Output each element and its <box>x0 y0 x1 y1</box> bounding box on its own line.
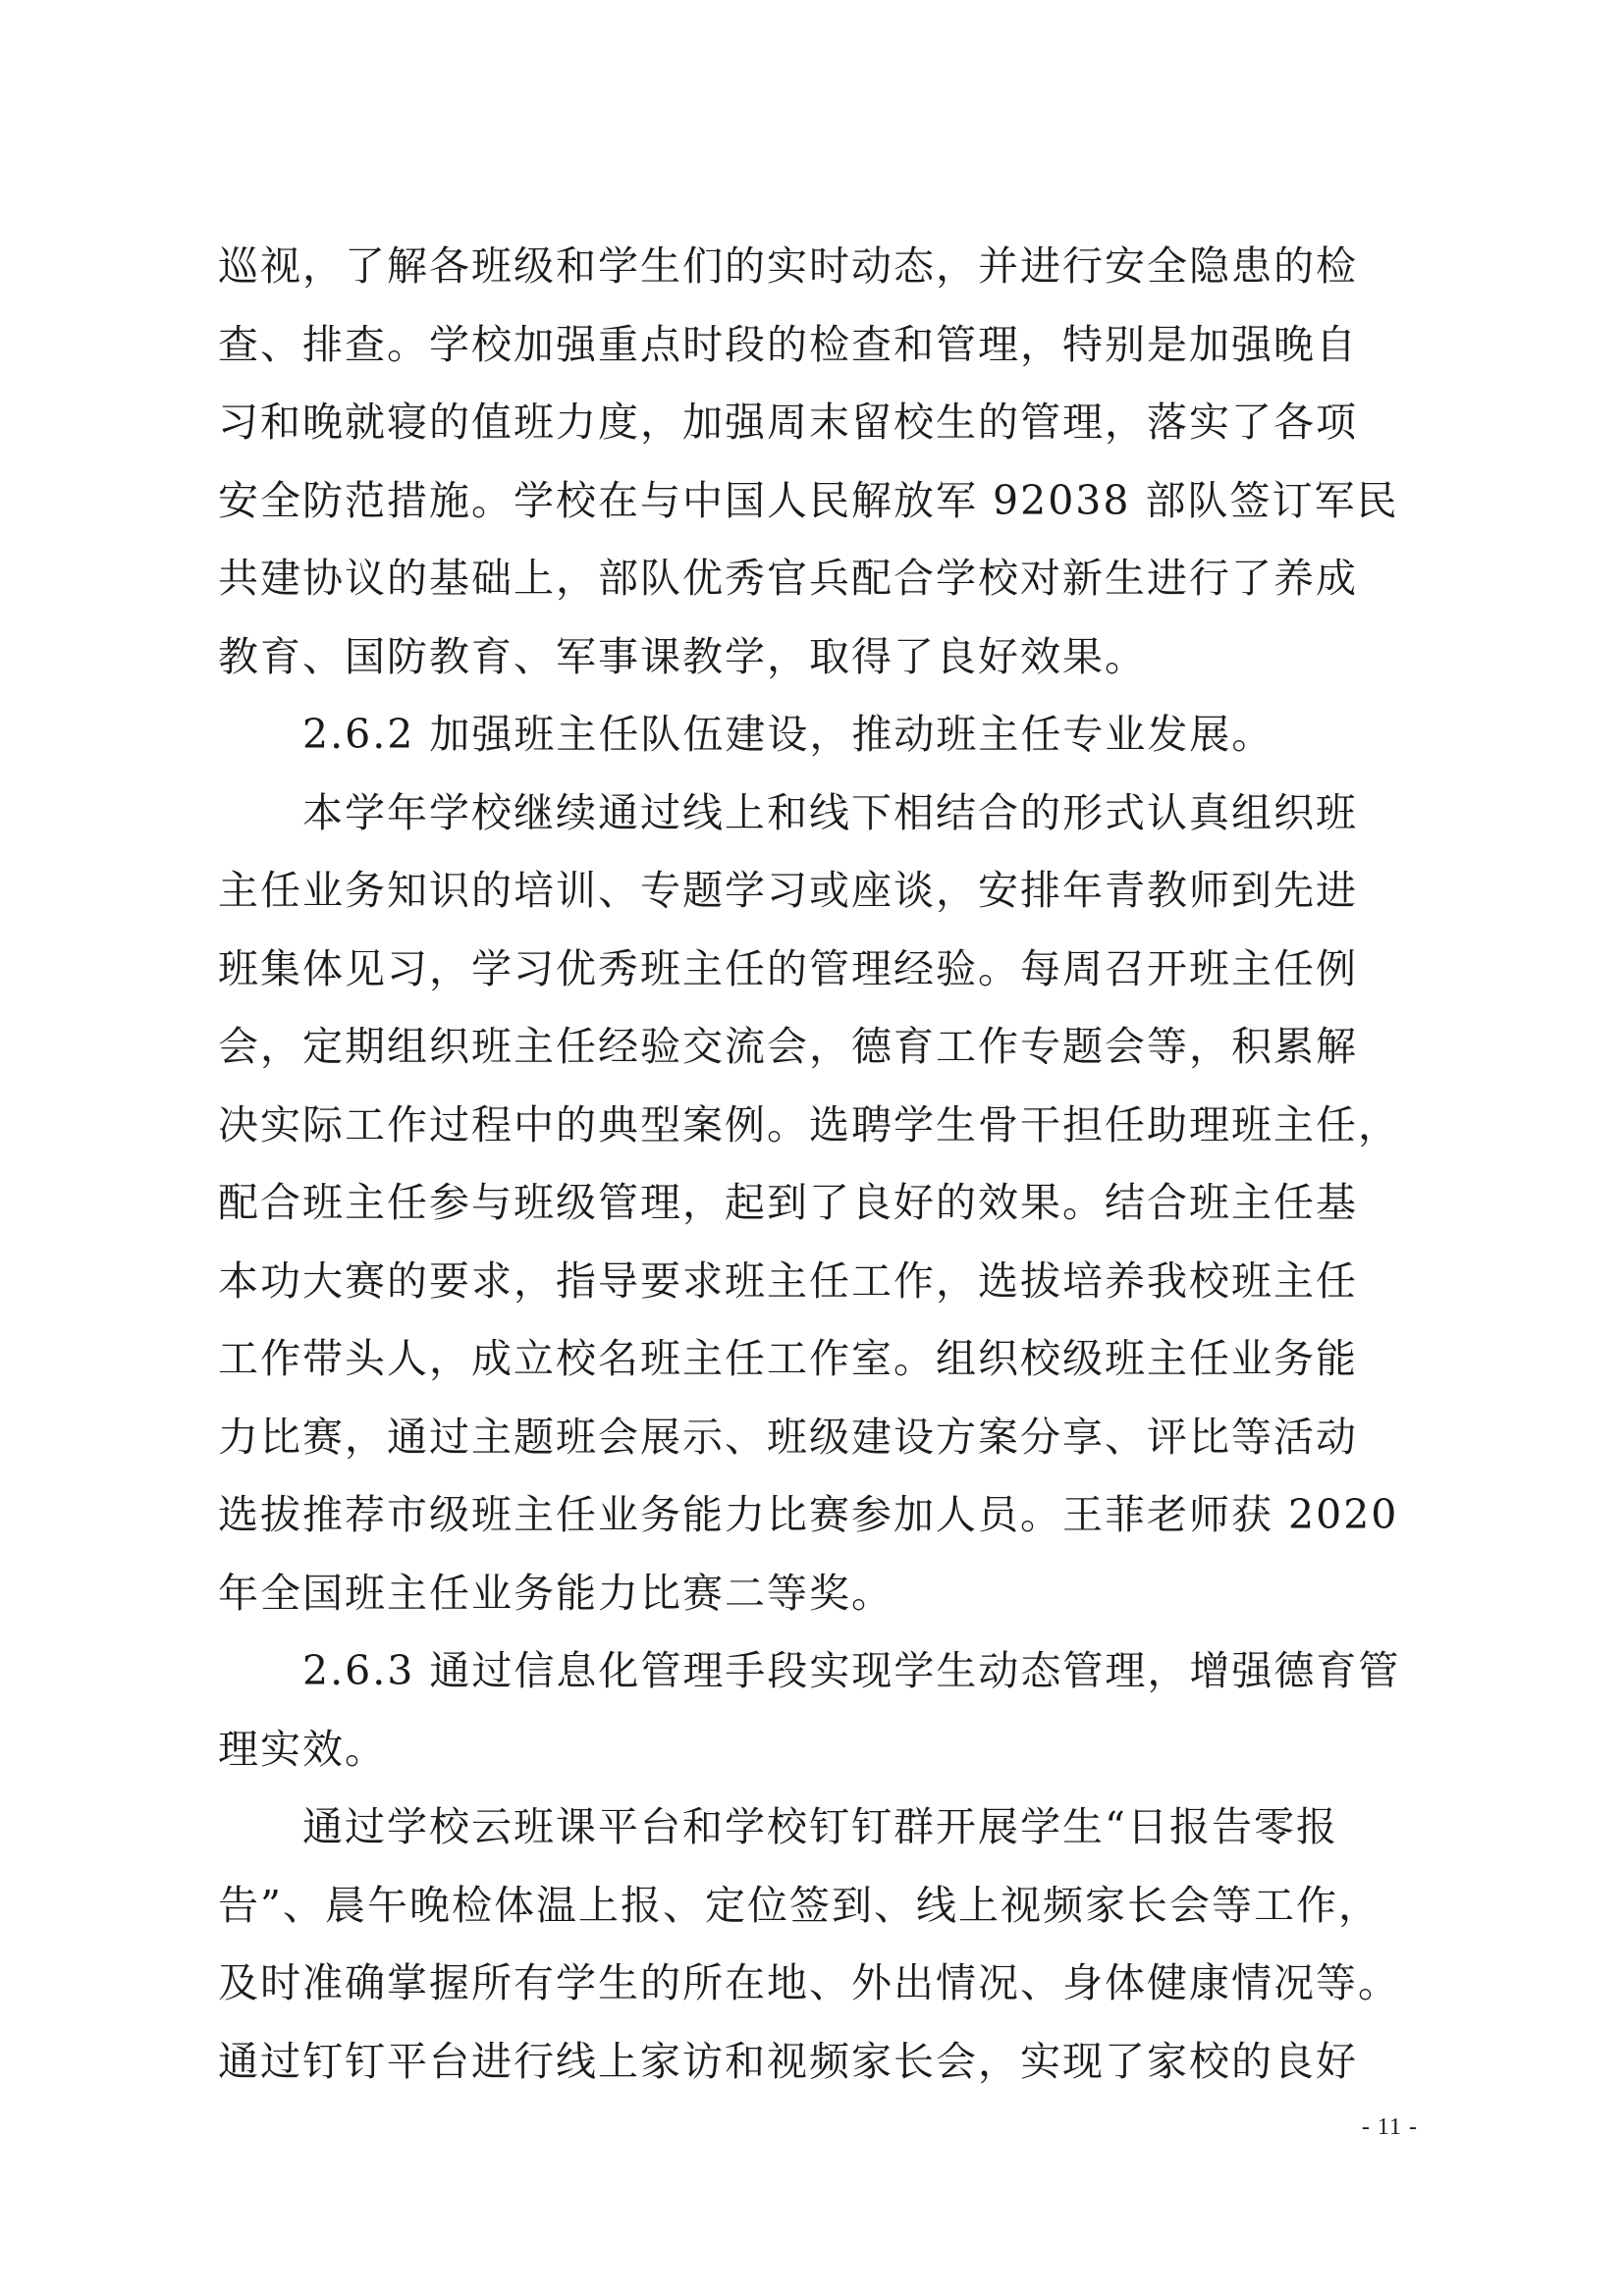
text-line: 巡视，了解各班级和学生们的实时动态，并进行安全隐患的检 <box>218 242 1358 290</box>
text-line: 配合班主任参与班级管理，起到了良好的效果。结合班主任基 <box>218 1179 1358 1226</box>
text-line: 会，定期组织班主任经验交流会，德育工作专题会等，积累解 <box>218 1023 1358 1070</box>
body-text <box>218 228 1416 2101</box>
section-heading: 理实效。 <box>218 1725 387 1773</box>
text-line: 共建协议的基础上，部队优秀官兵配合学校对新生进行了养成 <box>218 555 1358 602</box>
text-line: 及时准确掌握所有学生的所在地、外出情况、身体健康情况等。 <box>218 1959 1400 2006</box>
section-heading: 2.6.3 通过信息化管理手段实现学生动态管理，增强德育管 <box>218 1647 1401 1694</box>
page-number: - 11 - <box>1361 2114 1418 2140</box>
text-line: 教育、国防教育、军事课教学，取得了良好效果。 <box>218 632 1147 680</box>
text-line: 班集体见习，学习优秀班主任的管理经验。每周召开班主任例 <box>218 944 1358 992</box>
text-line: 决实际工作过程中的典型案例。选聘学生骨干担任助理班主任， <box>218 1100 1400 1148</box>
text-line: 年全国班主任业务能力比赛二等奖。 <box>218 1569 893 1617</box>
text-line: 力比赛，通过主题班会展示、班级建设方案分享、评比等活动 <box>218 1413 1358 1461</box>
section-heading: 2.6.2 加强班主任队伍建设，推动班主任专业发展。 <box>218 711 1274 758</box>
text-line: 本功大赛的要求，指导要求班主任工作，选拔培养我校班主任 <box>218 1256 1358 1305</box>
text-line: 选拔推荐市级班主任业务能力比赛参加人员。王菲老师获 2020 <box>218 1491 1399 1538</box>
text-line: 习和晚就寝的值班力度，加强周末留校生的管理，落实了各项 <box>218 399 1358 446</box>
text-line: 安全防范措施。学校在与中国人民解放军 92038 部队签订军民 <box>218 476 1399 524</box>
text-line: 通过学校云班课平台和学校钉钉群开展学生“日报告零报 <box>218 1803 1338 1850</box>
text-line: 工作带头人，成立校名班主任工作室。组织校级班主任业务能 <box>218 1335 1358 1382</box>
text-line: 查、排查。学校加强重点时段的检查和管理，特别是加强晚自 <box>218 320 1358 368</box>
text-line: 主任业务知识的培训、专题学习或座谈，安排年青教师到先进 <box>218 867 1358 914</box>
text-line: 告”、晨午晚检体温上报、定位签到、线上视频家长会等工作， <box>218 1881 1380 1929</box>
text-line: 本学年学校继续通过线上和线下相结合的形式认真组织班 <box>218 788 1358 836</box>
text-line: 通过钉钉平台进行线上家访和视频家长会，实现了家校的良好 <box>218 2037 1358 2085</box>
